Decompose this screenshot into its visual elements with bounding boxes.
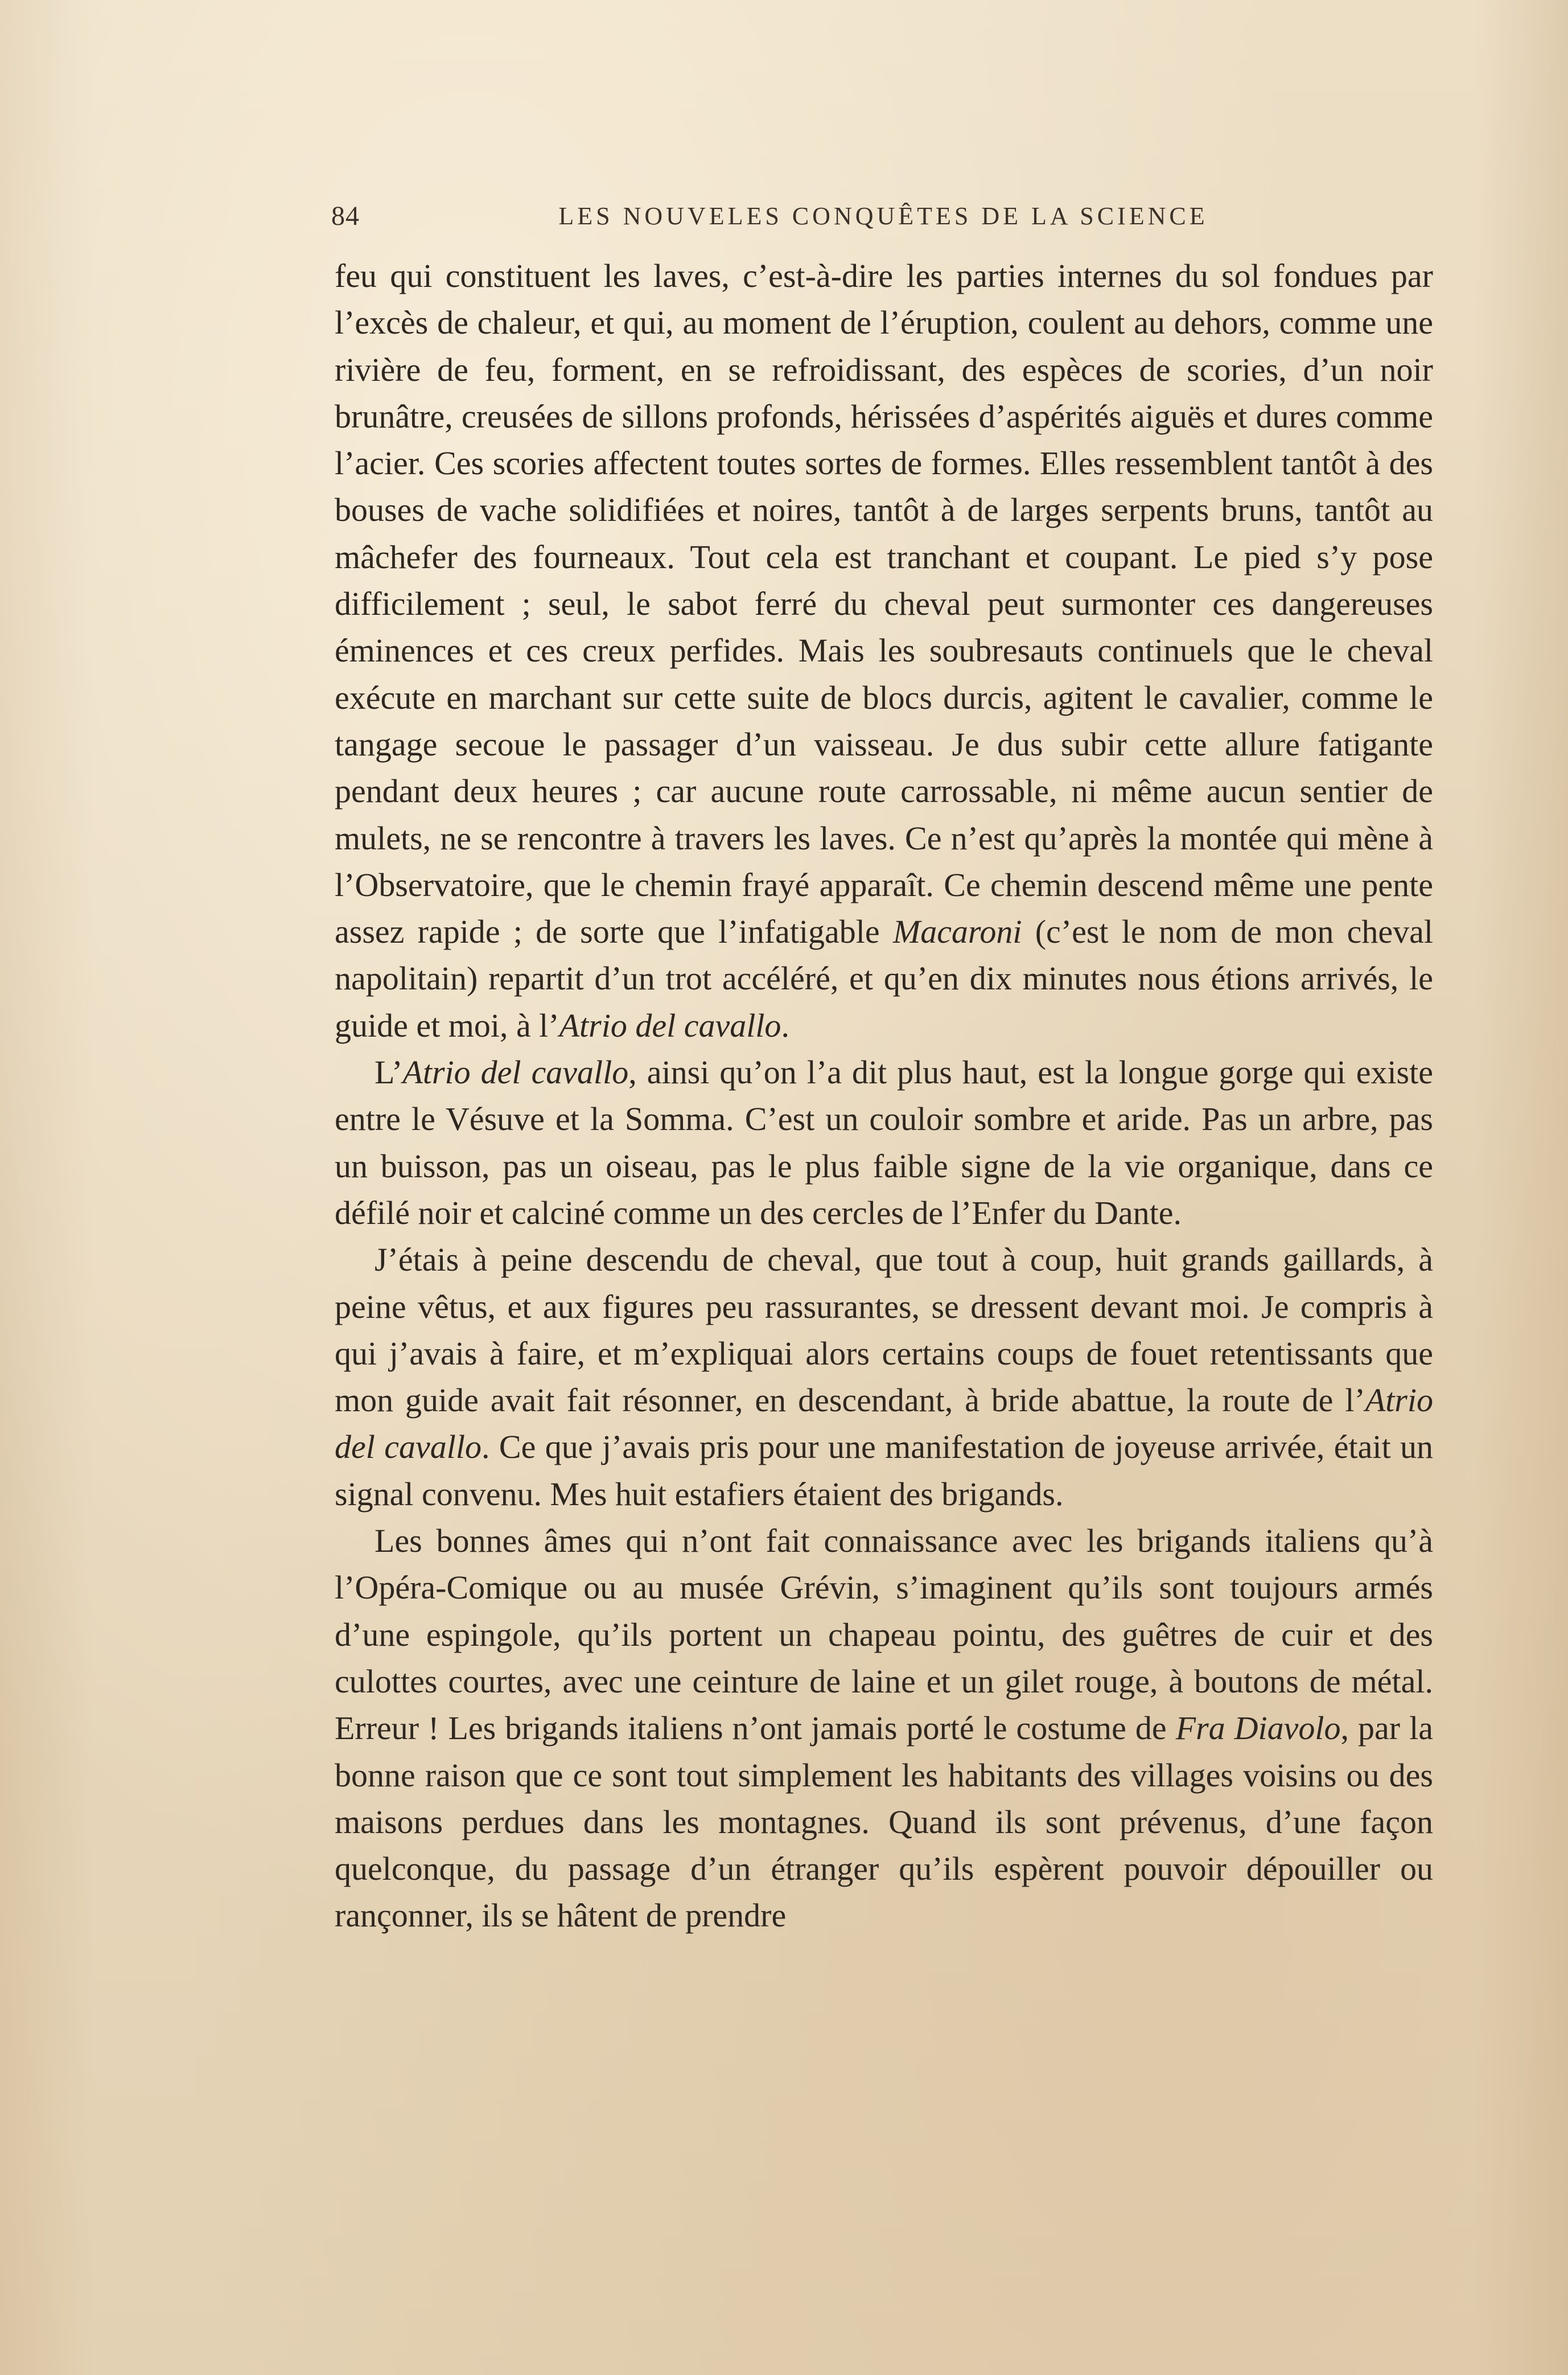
italic-place-name: Atrio del cavallo [402,1054,629,1091]
page-number: 84 [331,201,360,231]
body-text [335,253,1433,1940]
italic-horse-name: Macaroni [892,913,1022,951]
italic-character-name: Fra Diavolo [1175,1710,1341,1747]
running-title: LES NOUVELES CONQUÊTES DE LA SCIENCE [558,202,1208,230]
italic-place-name: Atrio del cavallo [559,1006,781,1044]
italic-place-name: Atrio del cavallo [335,1382,1433,1466]
paragraph-lava: feu qui constituent les laves, c’est-à-dire les parties internes du sol fondues par l’excès de chaleur, et qui, au moment de l’éruption, coulent au dehors, comme une rivière de feu, forment, en se refroidissant, des espèces de scories, d’un noir brunâtre, creusées de sillons profonds, hérissées d’aspérités aiguës et dures comme l’acier. Ces scories affectent toutes sortes de formes. Elles ressemblent tantôt à des bouses de vache solidifiées et noires, tantôt à de larges serpents bruns, tantôt au mâchefer des fourneaux. Tout cela est tranchant et coupant. Le pied s’y pose difficilement ; seul, le sabot ferré du cheval peut surmonter ces dangereuses éminences et ces creux perfides. Mais les soubresauts continuels que le cheval exécute en marchant sur cette suite de blocs durcis, agitent le cavalier, comme le tangage secoue le passager d’un vaisseau. Je dus subir cette allure fatigante pendant deux heures ; car aucune route carrossable, ni même aucun sentier de mulets, ne se rencontre à travers les laves. Ce n’est qu’après la montée qui mène à l’Observatoire, que le chemin frayé apparaît. Ce chemin descend même une pente assez rapide ; de sorte que l’infatigable Macaroni (c’est le nom de mon cheval napolitain) repartit d’un trot accéléré, et qu’en dix minutes nous étions arrivés, le guide et moi, à l’Atrio del cavallo. [335,257,1433,1044]
paragraph-brigands-arrival: J’étais à peine descendu de cheval, que tout à coup, huit grands gaillards, à peine vêtus, et aux figures peu rassurantes, se dressent devant moi. Je compris à qui j’avais à faire, et m’expliquai alors certains coups de fouet retentissants que mon guide avait fait résonner, en descendant, à bride abattue, la route de l’Atrio del cavallo. Ce que j’avais pris pour une manifestation de joyeuse arrivée, était un signal convenu. Mes huit estafiers étaient des brigands. [335,1241,1434,1513]
paragraph-brigands-costume: Les bonnes âmes qui n’ont fait connaissance avec les brigands italiens qu’à l’Opéra-Comique ou au musée Grévin, s’imaginent qu’ils sont toujours armés d’une espingole, qu’ils portent un chapeau pointu, des guêtres de cuir et des culottes courtes, avec une ceinture de laine et un gilet rouge, à boutons de métal. Erreur ! Les brigands italiens n’ont jamais porté le costume de Fra Diavolo, par la bonne raison que ce sont tout simplement les habitants des villages voisins ou des maisons perdues dans les montagnes. Quand ils sont prévenus, d’une façon quelconque, du passage d’un étranger qu’ils espèrent pouvoir dépouiller ou rançonner, ils se hâtent de prendre [335,1522,1434,1934]
page-header [331,194,1435,239]
paragraph-atrio: L’Atrio del cavallo, ainsi qu’on l’a dit plus haut, est la longue gorge qui existe entre le Vésuve et la Somma. C’est un couloir sombre et aride. Pas un arbre, pas un buisson, pas un oiseau, pas le plus faible signe de la vie organique, dans ce défilé noir et calciné comme un des cercles de l’Enfer du Dante. [335,1054,1433,1231]
